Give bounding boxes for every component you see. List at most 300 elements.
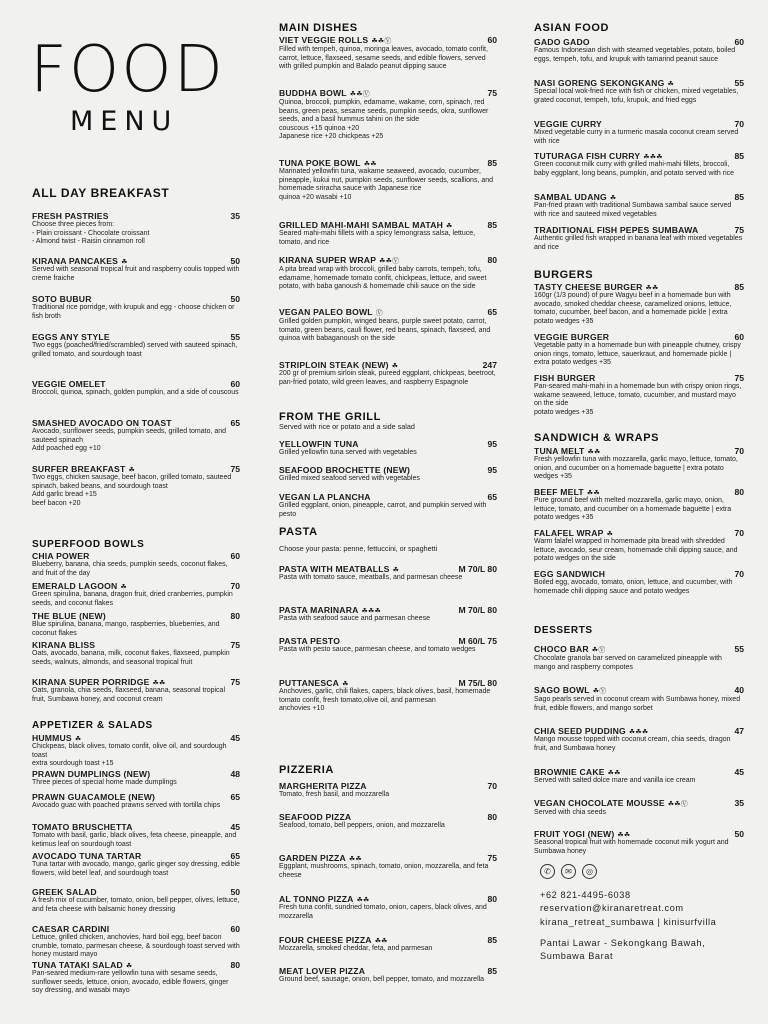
section-heading-all-day-breakfast: ALL DAY BREAKFAST xyxy=(32,186,170,200)
menu-item-price: 75 xyxy=(230,677,240,687)
menu-item-header xyxy=(32,924,240,934)
dietary-icons: ☘ xyxy=(391,363,399,370)
menu-item-header xyxy=(32,332,240,342)
menu-item-header xyxy=(32,640,240,650)
menu-item-prawn-guacamole-new[interactable] xyxy=(32,792,240,811)
menu-item-striploin-steak-new[interactable] xyxy=(279,360,497,387)
menu-item-price: 47 xyxy=(734,726,744,736)
menu-item-price: M 70/L 80 xyxy=(458,564,497,574)
social-handles: kirana_retreat_sumbawa | kinisurfvilla xyxy=(540,916,717,927)
menu-item-price: 55 xyxy=(734,78,744,88)
menu-item-header xyxy=(534,685,744,696)
menu-item-name: GRILLED MAHI-MAHI SAMBAL MATAH ☘ xyxy=(279,220,453,230)
menu-item-name: GREEK SALAD xyxy=(32,887,97,897)
dietary-icons: ☘☘ xyxy=(363,161,377,168)
menu-item-tomato-bruschetta[interactable] xyxy=(32,822,240,849)
menu-item-grilled-mahi-mahi-sambal-matah[interactable] xyxy=(279,220,497,247)
menu-item-choco-bar[interactable] xyxy=(534,644,744,672)
menu-item-the-blue-new[interactable] xyxy=(32,611,240,638)
section-heading-main-dishes: MAIN DISHES xyxy=(279,22,358,34)
section-note: Served with rice or potato and a side salad xyxy=(279,422,415,431)
menu-item-name: PRAWN GUACAMOLE (NEW) xyxy=(32,792,156,802)
dietary-icons: ☘ xyxy=(667,81,674,88)
menu-item-header xyxy=(279,88,497,99)
menu-item-description: Blue spirulina, banana, mango, raspberries, blueberries, and coconut flakes xyxy=(32,621,220,637)
menu-item-name: SAMBAL UDANG ☘ xyxy=(534,192,617,202)
menu-item-description: Tuna tartar with avocado, mango, garlic ginger soy dressing, edible flowers, wild betel leaf, and sourdough toast xyxy=(32,861,240,877)
menu-item-header xyxy=(32,256,240,266)
menu-item-price: 85 xyxy=(487,935,497,945)
menu-item-chia-power[interactable] xyxy=(32,551,240,578)
menu-item-name: KIRANA BLISS xyxy=(32,640,96,650)
menu-item-header xyxy=(534,78,744,88)
menu-item-description: Pasta with tomato sauce, meatballs, and parmesan cheese xyxy=(279,574,463,581)
dietary-icons: ☘☘ xyxy=(587,449,601,456)
menu-item-name: FRESH PASTRIES xyxy=(32,211,109,221)
menu-item-buddha-bowl[interactable] xyxy=(279,88,497,142)
menu-item-price: 80 xyxy=(734,487,744,497)
menu-item-header xyxy=(534,119,744,129)
menu-item-surfer-breakfast[interactable] xyxy=(32,464,240,508)
menu-item-header xyxy=(534,829,744,839)
menu-item-price: 45 xyxy=(230,822,240,832)
menu-item-price: 60 xyxy=(734,37,744,47)
menu-item-header xyxy=(279,678,497,688)
menu-item-price: 50 xyxy=(230,887,240,897)
menu-item-name: SEAFOOD BROCHETTE (NEW) xyxy=(279,465,411,475)
menu-item-header xyxy=(32,887,240,897)
menu-item-header xyxy=(32,581,240,591)
menu-item-name: TUTURAGA FISH CURRY ☘☘☘ xyxy=(534,151,663,161)
menu-item-header xyxy=(279,966,497,976)
menu-item-kirana-super-porridge[interactable] xyxy=(32,677,240,704)
menu-item-name: VEGAN LA PLANCHA xyxy=(279,492,371,502)
dietary-icons: ☘☘☘ xyxy=(643,154,663,161)
menu-item-price: 65 xyxy=(487,307,497,317)
menu-item-price: 60 xyxy=(230,551,240,561)
menu-item-veggie-curry[interactable] xyxy=(534,119,744,146)
menu-item-margherita-pizza[interactable] xyxy=(279,781,497,800)
menu-item-name: STRIPLOIN STEAK (NEW) ☘ xyxy=(279,360,399,370)
menu-item-price: 65 xyxy=(230,418,240,428)
menu-item-price: 35 xyxy=(230,211,240,221)
section-note: Choose your pasta: penne, fettuccini, or spaghetti xyxy=(279,544,438,553)
menu-item-price: 50 xyxy=(230,256,240,266)
menu-item-price: M 60/L 75 xyxy=(458,636,497,646)
menu-item-header xyxy=(32,464,240,474)
menu-item-tuturaga-fish-curry[interactable] xyxy=(534,151,744,178)
instagram-icon[interactable]: ◎ xyxy=(582,864,597,879)
menu-item-header xyxy=(279,781,497,791)
menu-item-sambal-udang[interactable] xyxy=(534,192,744,219)
menu-item-veggie-omelet[interactable] xyxy=(32,379,240,398)
menu-item-description: A fresh mix of cucumber, tomato, onion, bell pepper, olives, lettuce, and feta cheese with balsamic honey dressing xyxy=(32,897,240,913)
menu-item-name: KIRANA SUPER PORRIDGE ☘☘ xyxy=(32,677,166,687)
menu-item-description: Grilled golden pumpkin, winged beans, purple sweet potato, carrot, tomato, green beans, cauli flower, red beans, spinach, flaxseed, and quinoa with babaganoush on the side xyxy=(279,318,491,343)
menu-item-price: 40 xyxy=(734,685,744,695)
menu-item-header xyxy=(279,492,497,502)
menu-item-description: Blueberry, banana, chia seeds, pumpkin seeds, coconut flakes, and fruit of the day xyxy=(32,561,228,577)
menu-item-gado-gado[interactable] xyxy=(534,37,744,64)
menu-item-header xyxy=(32,822,240,832)
menu-item-description: Served with chia seeds xyxy=(534,809,606,816)
menu-item-description: Grilled mixed seafood served with vegetables xyxy=(279,475,420,482)
menu-item-viet-veggie-rolls[interactable] xyxy=(279,35,497,72)
menu-item-price: 50 xyxy=(734,829,744,839)
menu-item-name: PUTTANESCA ☘ xyxy=(279,678,349,688)
menu-item-pasta-with-meatballs[interactable] xyxy=(279,564,497,583)
menu-item-header xyxy=(279,439,497,449)
menu-item-description: Seafood, tomato, bell peppers, onion, and mozzarella xyxy=(279,822,445,829)
menu-item-price: 70 xyxy=(734,569,744,579)
menu-item-description: Sago pearls served in coconut cream with Sumbawa honey, mixed fruit, edible flowers, and mango sorbet xyxy=(534,696,741,712)
menu-item-al-tonno-pizza[interactable] xyxy=(279,894,497,921)
menu-item-price: 65 xyxy=(487,492,497,502)
menu-item-name: BROWNIE CAKE ☘☘ xyxy=(534,767,621,777)
menu-item-price: 60 xyxy=(230,379,240,389)
menu-item-description: 200 gr of premium sirloin steak, pureed eggplant, chickpeas, beetroot, pan-fried potato, wild green leaves, and raspberry Espagnole xyxy=(279,370,496,386)
menu-item-name: FOUR CHEESE PIZZA ☘☘ xyxy=(279,935,388,945)
dietary-icons: ☘☘Ⓥ xyxy=(371,38,392,45)
menu-item-header xyxy=(279,360,497,370)
menu-item-description: Green spirulina, banana, dragon fruit, dried cranberries, pumpkin seeds, and coconut flakes xyxy=(32,591,233,607)
menu-item-name: VEGGIE OMELET xyxy=(32,379,106,389)
menu-item-price: 80 xyxy=(487,255,497,265)
section-heading-from-the-grill: FROM THE GRILL xyxy=(279,411,381,423)
menu-item-price: 75 xyxy=(487,88,497,98)
menu-item-header xyxy=(279,564,497,574)
menu-item-description: Tomato with basil, garlic, black olives, feta cheese, pineapple, and ketimus leaf on sourdough toast xyxy=(32,832,237,848)
menu-item-header xyxy=(534,487,744,497)
menu-item-price: 45 xyxy=(230,733,240,743)
menu-item-price: 70 xyxy=(734,528,744,538)
menu-item-description: Boiled egg, avocado, tomato, onion, lettuce, and cucumber, with homemade chili dipping sauce and potato wedges xyxy=(534,579,733,595)
menu-item-name: SURFER BREAKFAST ☘ xyxy=(32,464,135,474)
dietary-icons: ☘☘☘ xyxy=(361,608,381,615)
menu-item-tuna-melt[interactable] xyxy=(534,446,744,482)
menu-item-name: BEEF MELT ☘☘ xyxy=(534,487,600,497)
menu-item-name: GADO GADO xyxy=(534,37,590,47)
menu-item-description: Eggplant, mushrooms, spinach, tomato, onion, mozzarella, and feta cheese xyxy=(279,863,489,879)
menu-item-description: Pasta with seafood sauce and parmesan cheese xyxy=(279,615,430,622)
menu-item-falafel-wrap[interactable] xyxy=(534,528,744,564)
section-heading-sandwich-wraps: SANDWICH & WRAPS xyxy=(534,432,660,444)
social-icons xyxy=(540,864,750,879)
menu-item-name: SOTO BUBUR xyxy=(32,294,92,304)
menu-item-vegan-paleo-bowl[interactable] xyxy=(279,307,497,344)
menu-item-header xyxy=(534,798,744,809)
menu-item-price: 35 xyxy=(734,798,744,808)
menu-item-header xyxy=(279,465,497,475)
menu-item-caesar-cardini[interactable] xyxy=(32,924,240,960)
menu-item-header xyxy=(534,332,744,342)
menu-item-description: Green coconut milk curry with grilled mahi-mahi fillets, broccoli, baby eggplant, long beans, pumpkin, and potato served with rice xyxy=(534,161,735,177)
menu-item-soto-bubur[interactable] xyxy=(32,294,240,321)
menu-item-vegan-chocolate-mousse[interactable] xyxy=(534,798,744,818)
menu-item-name: PASTA MARINARA ☘☘☘ xyxy=(279,605,381,615)
title-food: FOOD xyxy=(30,33,225,107)
menu-item-price: 70 xyxy=(487,781,497,791)
menu-item-name: VEGGIE CURRY xyxy=(534,119,602,129)
dietary-icons: ☘ xyxy=(120,584,127,591)
menu-item-pasta-pesto[interactable] xyxy=(279,636,497,655)
menu-item-price: 60 xyxy=(230,924,240,934)
section-heading-pizzeria: PIZZERIA xyxy=(279,764,334,776)
menu-item-price: 70 xyxy=(734,446,744,456)
menu-item-description: Seared mahi-mahi fillets with a spicy lemongrass salsa, lettuce, tomato, and rice xyxy=(279,230,476,246)
menu-item-header xyxy=(279,935,497,945)
menu-item-kirana-super-wrap[interactable] xyxy=(279,255,497,292)
dietary-icons: ☘☘ xyxy=(348,856,362,863)
menu-item-description: Two eggs (poached/fried/scrambled) served with sauteed spinach, grilled tomato, and sourdough toast xyxy=(32,342,238,358)
menu-item-price: 55 xyxy=(230,332,240,342)
menu-item-name: VIET VEGGIE ROLLS ☘☘Ⓥ xyxy=(279,35,392,45)
menu-item-garden-pizza[interactable] xyxy=(279,853,497,880)
menu-item-description: Ground beef, sausage, onion, bell pepper, tomato, and mozzarella xyxy=(279,976,485,983)
menu-item-name: KIRANA SUPER WRAP ☘☘Ⓥ xyxy=(279,255,400,265)
menu-item-header xyxy=(534,282,744,292)
menu-item-veggie-burger[interactable] xyxy=(534,332,744,368)
menu-item-name: VEGAN CHOCOLATE MOUSSE ☘☘Ⓥ xyxy=(534,798,688,808)
dietary-icons: ☘ xyxy=(125,963,133,970)
menu-item-header xyxy=(32,733,240,743)
menu-item-fruit-yogi-new[interactable] xyxy=(534,829,744,856)
dietary-icons: ☘ xyxy=(392,567,400,574)
email-address[interactable]: reservation@kiranaretreat.com xyxy=(540,903,684,914)
menu-item-tasty-cheese-burger[interactable] xyxy=(534,282,744,326)
menu-item-price: 75 xyxy=(230,640,240,650)
menu-item-price: 85 xyxy=(734,192,744,202)
menu-item-price: 75 xyxy=(734,225,744,235)
menu-item-price: 70 xyxy=(230,581,240,591)
menu-item-price: 55 xyxy=(734,644,744,654)
menu-item-name: FALAFEL WRAP ☘ xyxy=(534,528,614,538)
menu-item-prawn-dumplings-new[interactable] xyxy=(32,769,240,788)
menu-item-description: Choose three pieces from: - Plain croissant - Chocolate croissant - Almond twist - Raisin cinnamon roll xyxy=(32,221,150,246)
menu-item-name: EGGS ANY STYLE xyxy=(32,332,110,342)
menu-item-header xyxy=(32,792,240,802)
menu-item-brownie-cake[interactable] xyxy=(534,767,744,786)
menu-item-description: Grilled yellowfin tuna served with vegetables xyxy=(279,449,417,456)
menu-item-name: EMERALD LAGOON ☘ xyxy=(32,581,127,591)
menu-item-meat-lover-pizza[interactable] xyxy=(279,966,497,985)
menu-item-price: 60 xyxy=(487,35,497,45)
menu-item-pasta-marinara[interactable] xyxy=(279,605,497,624)
menu-item-header xyxy=(32,211,240,221)
dietary-icons: ☘ xyxy=(446,223,453,230)
address-line-2: Sumbawa Barat xyxy=(540,951,614,962)
menu-item-name: KIRANA PANCAKES ☘ xyxy=(32,256,128,266)
menu-item-yellowfin-tuna[interactable] xyxy=(279,439,497,458)
menu-item-header xyxy=(32,960,240,970)
menu-item-avocado-tuna-tartar[interactable] xyxy=(32,851,240,878)
menu-item-tuna-tataki-salad[interactable] xyxy=(32,960,240,996)
menu-item-header xyxy=(32,611,240,621)
menu-item-sago-bowl[interactable] xyxy=(534,685,744,713)
menu-item-header xyxy=(32,379,240,389)
menu-item-four-cheese-pizza[interactable] xyxy=(279,935,497,954)
menu-item-traditional-fish-pepes-sumbawa[interactable] xyxy=(534,225,744,252)
menu-item-name: CAESAR CARDINI xyxy=(32,924,110,934)
menu-item-header xyxy=(279,35,497,46)
menu-item-header xyxy=(32,418,240,428)
menu-item-vegan-la-plancha[interactable] xyxy=(279,492,497,519)
dietary-icons: ☘☘Ⓥ xyxy=(349,91,370,98)
menu-item-kirana-bliss[interactable] xyxy=(32,640,240,667)
menu-item-name: CHIA SEED PUDDING ☘☘☘ xyxy=(534,726,649,736)
dietary-icons: ☘ xyxy=(606,531,614,538)
menu-item-name: GARDEN PIZZA ☘☘ xyxy=(279,853,362,863)
menu-item-description: Mozzarella, smoked cheddar, feta, and parmesan xyxy=(279,945,433,952)
menu-item-seafood-pizza[interactable] xyxy=(279,812,497,831)
menu-item-price: 95 xyxy=(487,465,497,475)
menu-item-name: PASTA PESTO xyxy=(279,636,341,646)
menu-item-name: FRUIT YOGI (NEW) ☘☘ xyxy=(534,829,631,839)
menu-item-header xyxy=(534,151,744,161)
menu-item-header xyxy=(32,677,240,687)
menu-item-tuna-poke-bowl[interactable] xyxy=(279,158,497,202)
menu-item-description: Served with seasonal tropical fruit and raspberry coulis topped with creme fraiche xyxy=(32,266,240,282)
menu-item-price: 95 xyxy=(487,439,497,449)
menu-item-name: HUMMUS ☘ xyxy=(32,733,82,743)
menu-item-description: Mango mousse topped with coconut cream, chia seeds, dragon fruit, and Sumbawa honey xyxy=(534,736,731,752)
menu-item-price: 80 xyxy=(230,960,240,970)
menu-item-price: 85 xyxy=(487,158,497,168)
menu-item-description: Famous Indonesian dish with steamed vegetables, potato, boiled eggs, tempeh, tofu, and krupuk with tamarind peanut sauce xyxy=(534,47,736,63)
phone-number[interactable]: +62 821-4495-6038 xyxy=(540,890,631,900)
dietary-icons: ☘☘ xyxy=(617,832,631,839)
whatsapp-icon[interactable]: ✆ xyxy=(540,864,555,879)
menu-item-price: 65 xyxy=(230,792,240,802)
menu-item-description: Vegetable patty in a homemade bun with pineapple chutney, crispy onion rings, tomato, lettuce, sauerkraut, and homemade pickle | extra potato wedges +35 xyxy=(534,342,741,367)
dietary-icons: ☘Ⓥ xyxy=(592,688,607,695)
menu-item-price: 85 xyxy=(487,966,497,976)
menu-item-description: Authentic grilled fish wrapped in banana leaf with mixed vegetables and rice xyxy=(534,235,743,251)
menu-item-emerald-lagoon[interactable] xyxy=(32,581,240,608)
menu-item-price: 85 xyxy=(734,151,744,161)
menu-item-header xyxy=(279,853,497,863)
menu-item-header xyxy=(32,294,240,304)
menu-item-header xyxy=(32,851,240,861)
menu-item-hummus[interactable] xyxy=(32,733,240,769)
menu-item-header xyxy=(279,812,497,822)
menu-item-seafood-brochette-new[interactable] xyxy=(279,465,497,484)
menu-item-description: Grilled eggplant, onion, pineapple, carrot, and pumpkin served with pesto xyxy=(279,502,487,518)
menu-item-name: TUNA POKE BOWL ☘☘ xyxy=(279,158,377,168)
menu-item-description: Pan-seared medium-rare yellowfin tuna with sesame seeds, sunflower seeds, lettuce, onion, avocado, edible flowers, ginger soy dressing, and wasabi mayo xyxy=(32,970,229,995)
menu-item-header xyxy=(279,158,497,168)
menu-item-header xyxy=(279,255,497,266)
menu-item-price: 75 xyxy=(734,373,744,383)
menu-item-description: Served with salted dolce mare and vanilla ice cream xyxy=(534,777,696,784)
menu-item-description: Chocolate granola bar served on caramelized pineapple with mango and raspberry compotes xyxy=(534,655,722,671)
menu-item-description: Traditional rice porridge, with krupuk and egg - choose chicken or fish broth xyxy=(32,304,235,320)
menu-item-price: M 70/L 80 xyxy=(458,605,497,615)
dietary-icons: ☘☘ xyxy=(645,285,659,292)
menu-item-price: 75 xyxy=(230,464,240,474)
menu-item-price: M 75/L 80 xyxy=(458,678,497,688)
menu-item-header xyxy=(534,767,744,777)
menu-item-name: THE BLUE (NEW) xyxy=(32,611,106,621)
menu-item-price: 85 xyxy=(487,220,497,230)
menu-item-description: Two eggs, chicken sausage, beef bacon, grilled tomato, sauteed spinach, baked beans, and sourdough toast Add garlic bread +15 beef bacon +20 xyxy=(32,474,232,507)
menu-item-price: 48 xyxy=(230,769,240,779)
menu-item-price: 85 xyxy=(734,282,744,292)
title-menu: MENU xyxy=(70,106,179,137)
menu-item-header xyxy=(534,446,744,456)
dietary-icons: ☘☘☘ xyxy=(628,729,649,736)
menu-item-beef-melt[interactable] xyxy=(534,487,744,523)
menu-item-name: VEGGIE BURGER xyxy=(534,332,610,342)
menu-item-description: Tomato, fresh basil, and mozzarella xyxy=(279,791,390,798)
menu-item-description: Warm falafel wrapped in homemade pita bread with shredded lettuce, avocado, seur cream, homemade chili dipping sauce, and potato wedges on the side xyxy=(534,538,738,563)
menu-item-header xyxy=(279,220,497,230)
menu-item-price: 80 xyxy=(487,812,497,822)
dietary-icons: ☘ xyxy=(609,195,617,202)
menu-item-name: PASTA WITH MEATBALLS ☘ xyxy=(279,564,400,574)
menu-item-chia-seed-pudding[interactable] xyxy=(534,726,744,753)
menu-item-header xyxy=(534,644,744,655)
dietary-icons: ☘☘ xyxy=(586,490,600,497)
dietary-icons: ☘☘ xyxy=(374,938,388,945)
contact-block xyxy=(540,864,750,964)
menu-item-header xyxy=(534,726,744,736)
mail-icon[interactable]: ✉ xyxy=(561,864,576,879)
menu-item-greek-salad[interactable] xyxy=(32,887,240,914)
menu-item-egg-sandwich[interactable] xyxy=(534,569,744,596)
menu-item-description: Quinoa, broccoli, pumpkin, edamame, wakame, corn, spinach, red beans, green peas, sesame seeds, pumpkin seeds, okra, sunflower seeds, and a basil hummus tahini on the side couscous +15 quinoa +20 Japanese rice +20 chickpeas +25 xyxy=(279,99,489,141)
menu-item-price: 247 xyxy=(482,360,497,370)
dietary-icons: ☘☘ xyxy=(607,770,621,777)
menu-item-description: Pasta with pesto sauce, parmesan cheese, and tomato wedges xyxy=(279,646,476,653)
menu-item-description: Avocado guac with poached prawns served with tortilla chips xyxy=(32,802,221,809)
dietary-icons: ☘☘Ⓥ xyxy=(667,801,688,808)
menu-item-description: Broccoli, quinoa, spinach, golden pumpkin, and a side of couscous xyxy=(32,389,239,396)
menu-item-puttanesca[interactable] xyxy=(279,678,497,714)
menu-item-name: EGG SANDWICH xyxy=(534,569,606,579)
menu-item-description: Lettuce, grilled chicken, anchovies, hard boil egg, beef bacon crumble, tomato, parmesan cheese, & sourdough toast served with honey mustard mayo xyxy=(32,934,240,959)
menu-item-description: Oats, granola, chia seeds, flaxseed, banana, seasonal tropical fruit, Sumbawa honey, and coconut cream xyxy=(32,687,226,703)
menu-item-name: TUNA TATAKI SALAD ☘ xyxy=(32,960,133,970)
menu-item-fresh-pastries[interactable] xyxy=(32,211,240,247)
menu-item-name: CHOCO BAR ☘Ⓥ xyxy=(534,644,606,654)
menu-item-header xyxy=(279,894,497,904)
menu-item-eggs-any-style[interactable] xyxy=(32,332,240,359)
dietary-icons: Ⓥ xyxy=(375,310,383,317)
dietary-icons: ☘ xyxy=(121,259,128,266)
menu-item-name: TUNA MELT ☘☘ xyxy=(534,446,601,456)
menu-item-description: Marinated yellowfin tuna, wakame seaweed, avocado, cucumber, pineapple, kukui nut, pumpkin seeds, sunflower seeds, scallions, and homemade sriracha sauce with Japanese rice quinoa +20 wasabi +10 xyxy=(279,168,494,201)
menu-item-description: Anchovies, garlic, chili flakes, capers, black olives, basil, homemade tomato confit, fresh tomato,olive oil, and parmesan anchovies +10 xyxy=(279,688,491,713)
menu-item-header xyxy=(32,769,240,779)
menu-item-name: CHIA POWER xyxy=(32,551,90,561)
menu-item-header xyxy=(279,307,497,318)
menu-item-name: NASI GORENG SEKONGKANG ☘ xyxy=(534,78,674,88)
address-line-1: Pantai Lawar - Sekongkang Bawah, xyxy=(540,938,706,949)
menu-item-header xyxy=(279,636,497,646)
menu-item-description: A pita bread wrap with broccoli, grilled baby carrots, tempeh, tofu, edamame, homemade tomato confit, chickpeas, lettuce, and sweet potato, with baba ganoush & homemade chili sauce on the side xyxy=(279,266,487,291)
menu-item-smashed-avocado-on-toast[interactable] xyxy=(32,418,240,454)
menu-item-name: MARGHERITA PIZZA xyxy=(279,781,367,791)
menu-item-description: Fresh yellowfin tuna with mozzarella, garlic mayo, lettuce, tomato, onion, and cucumber on a homemade baguette | extra potato wedges +35 xyxy=(534,456,738,481)
menu-item-kirana-pancakes[interactable] xyxy=(32,256,240,283)
menu-item-description: Pan-seared mahi-mahi in a homemade bun with crispy onion rings, wakame seaweed, lettuce, tomato, cucumber, and mustard mayo on the side potato wedges +35 xyxy=(534,383,742,416)
menu-item-fish-burger[interactable] xyxy=(534,373,744,417)
menu-item-description: Three pieces of special home made dumplings xyxy=(32,779,177,786)
menu-item-price: 50 xyxy=(230,294,240,304)
menu-item-nasi-goreng-sekongkang[interactable] xyxy=(534,78,744,105)
menu-item-header xyxy=(534,37,744,47)
